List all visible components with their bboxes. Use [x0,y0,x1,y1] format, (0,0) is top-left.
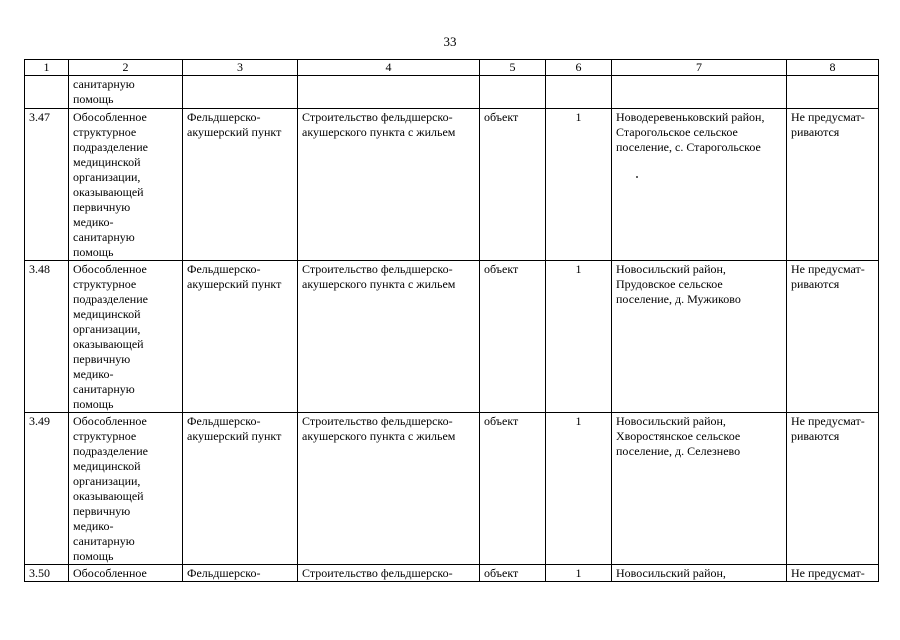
cell-unit: объект [480,565,546,582]
table-row [25,261,879,413]
cell-zones: Не предусмат- [787,565,879,582]
cell-location [612,76,787,109]
table-header-row [25,60,879,76]
cell-zones: Не предусмат- риваются [787,109,879,261]
cell-zones: Не предусмат- риваются [787,261,879,413]
cell-location: Новосильский район, Хворостянское сельское поселение, д. Селезнево [612,413,787,565]
cell-name: Фельдшерско- [183,565,298,582]
cell-quantity: 1 [546,413,612,565]
cell-quantity: 1 [546,109,612,261]
cell-name: Фельдшерско- акушерский пункт [183,261,298,413]
cell-number: 3.49 [25,413,69,565]
data-table [24,59,879,582]
table-row [25,76,879,109]
column-header: 3 [183,60,298,76]
cell-unit: объект [480,261,546,413]
table-row [25,413,879,565]
column-header: 7 [612,60,787,76]
cell-number: 3.48 [25,261,69,413]
cell-unit: объект [480,109,546,261]
column-header: 4 [298,60,480,76]
cell-purpose: Строительство фельдшерско- акушерского пункта с жильем [298,413,480,565]
cell-quantity: 1 [546,565,612,582]
cell-zones [787,76,879,109]
cell-type: санитарную помощь [69,76,183,109]
table-row [25,109,879,261]
page-number: 33 [443,34,457,49]
cell-purpose: Строительство фельдшерско- акушерского пункта с жильем [298,261,480,413]
cell-unit: объект [480,413,546,565]
cell-type: Обособленное структурное подразделение медицинской организации, оказывающей первичную медико- санитарную помощь [69,261,183,413]
cell-number: 3.50 [25,565,69,582]
cell-number: 3.47 [25,109,69,261]
cell-purpose: Строительство фельдшерско- [298,565,480,582]
cell-location: Новосильский район, [612,565,787,582]
cell-unit [480,76,546,109]
cell-quantity: 1 [546,261,612,413]
scan-speck [636,176,638,178]
cell-type: Обособленное структурное подразделение медицинской организации, оказывающей первичную медико- санитарную помощь [69,109,183,261]
cell-quantity [546,76,612,109]
cell-purpose: Строительство фельдшерско- акушерского пункта с жильем [298,109,480,261]
cell-zones: Не предусмат- риваются [787,413,879,565]
table-row [25,565,879,582]
cell-type: Обособленное структурное подразделение медицинской организации, оказывающей первичную медико- санитарную помощь [69,413,183,565]
cell-name [183,76,298,109]
cell-location: Новодеревеньковский район, Старогольское сельское поселение, с. Старогольское [612,109,787,261]
cell-name: Фельдшерско- акушерский пункт [183,413,298,565]
cell-type: Обособленное [69,565,183,582]
cell-name: Фельдшерско- акушерский пункт [183,109,298,261]
cell-location: Новосильский район, Прудовское сельское поселение, д. Мужиково [612,261,787,413]
column-header: 5 [480,60,546,76]
cell-number [25,76,69,109]
column-header: 2 [69,60,183,76]
cell-purpose [298,76,480,109]
column-header: 8 [787,60,879,76]
column-header: 1 [25,60,69,76]
column-header: 6 [546,60,612,76]
